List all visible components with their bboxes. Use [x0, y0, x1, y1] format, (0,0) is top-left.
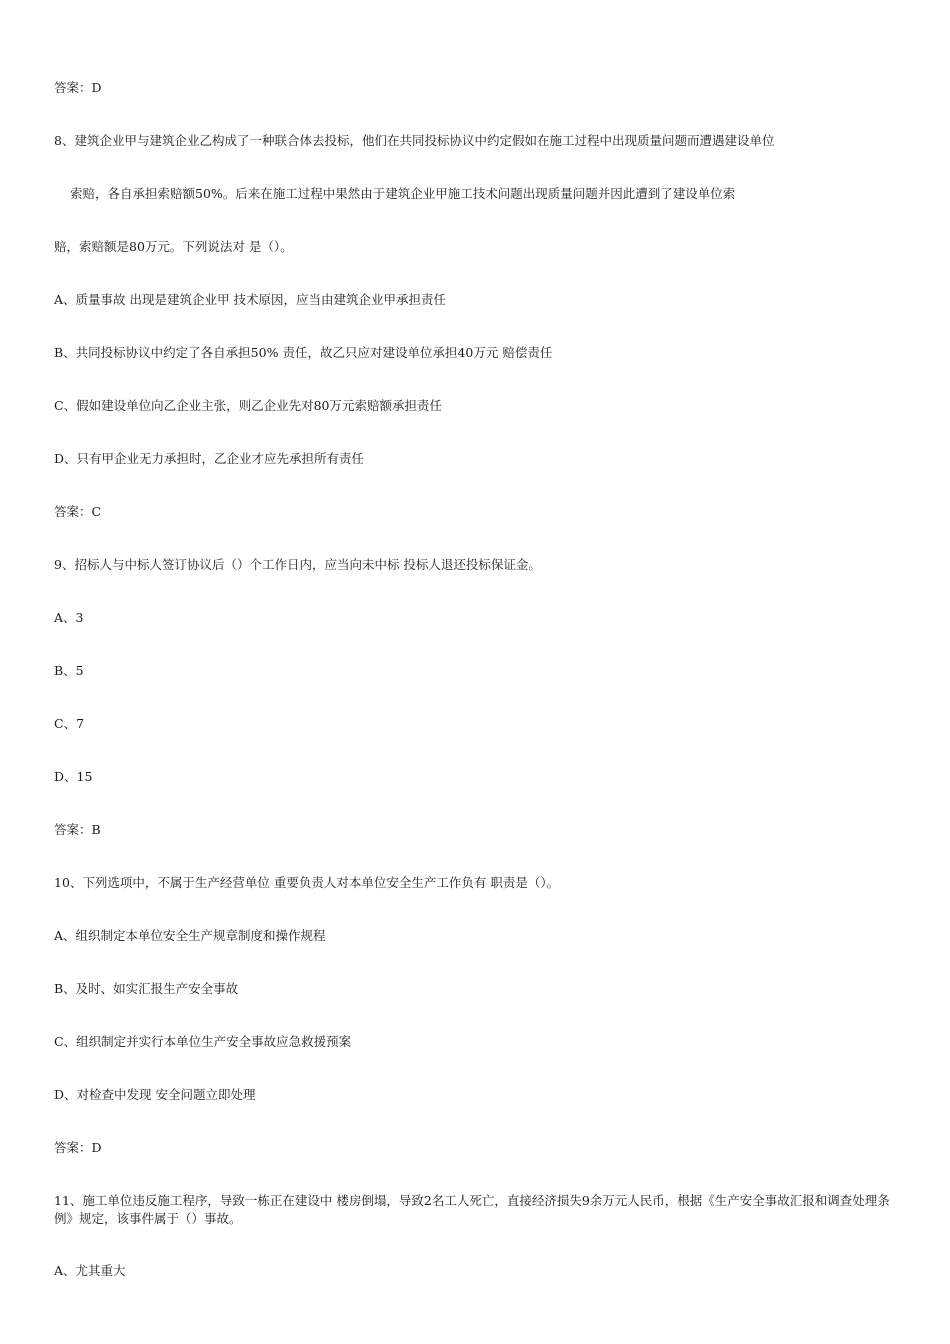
option-a: A、质量事故 出现是建筑企业甲 技术原因，应当由建筑企业甲承担责任 [54, 292, 446, 307]
question-8-line-3: 赔，索赔额是80万元。下列说法对 是（）。 [54, 239, 293, 254]
option-c: C、假如建设单位向乙企业主张，则乙企业先对80万元索赔额承担责任 [54, 398, 442, 413]
question-9: 9、招标人与中标人签订协议后（）个工作日内，应当向未中标 投标人退还投标保证金。 [54, 557, 541, 572]
question-8-line-2: 索赔，各自承担索赔额50%。后来在施工过程中果然由于建筑企业甲施工技术问题出现质量问题并因此遭到了建设单位索 [70, 186, 736, 201]
option-a: A、尤其重大 [54, 1263, 126, 1278]
option-a: A、组织制定本单位安全生产规章制度和操作规程 [54, 928, 326, 943]
question-11: 11、施工单位违反施工程序，导致一栋正在建设中 楼房倒塌，导致2名工人死亡，直接经济损失9余万元人民币，根据《生产安全事故汇报和调查处理条例》规定，该事件属于（）事故。 [54, 1193, 890, 1226]
option-b: B、共同投标协议中约定了各自承担50% 责任，故乙只应对建设单位承担40万元 赔偿责任 [54, 345, 553, 360]
answer-line: 答案：B [54, 822, 101, 837]
option-d: D、15 [54, 769, 93, 784]
answer-line: 答案：D [54, 80, 102, 95]
option-a: A、3 [54, 610, 84, 625]
option-b: B、5 [54, 663, 84, 678]
option-d: D、只有甲企业无力承担时，乙企业才应先承担所有责任 [54, 451, 365, 466]
option-c: C、组织制定并实行本单位生产安全事故应急救援预案 [54, 1034, 352, 1049]
option-b: B、及时、如实汇报生产安全事故 [54, 981, 239, 996]
question-8-line-1: 8、建筑企业甲与建筑企业乙构成了一种联合体去投标，他们在共同投标协议中约定假如在施工过程中出现质量问题而遭遇建设单位 [54, 133, 775, 148]
answer-line: 答案：C [54, 504, 102, 519]
option-d: D、对检查中发现 安全问题立即处理 [54, 1087, 256, 1102]
answer-line: 答案：D [54, 1140, 102, 1155]
question-10: 10、下列选项中，不属于生产经营单位 重要负责人对本单位安全生产工作负有 职责是（）。 [54, 875, 560, 890]
option-c: C、7 [54, 716, 85, 731]
